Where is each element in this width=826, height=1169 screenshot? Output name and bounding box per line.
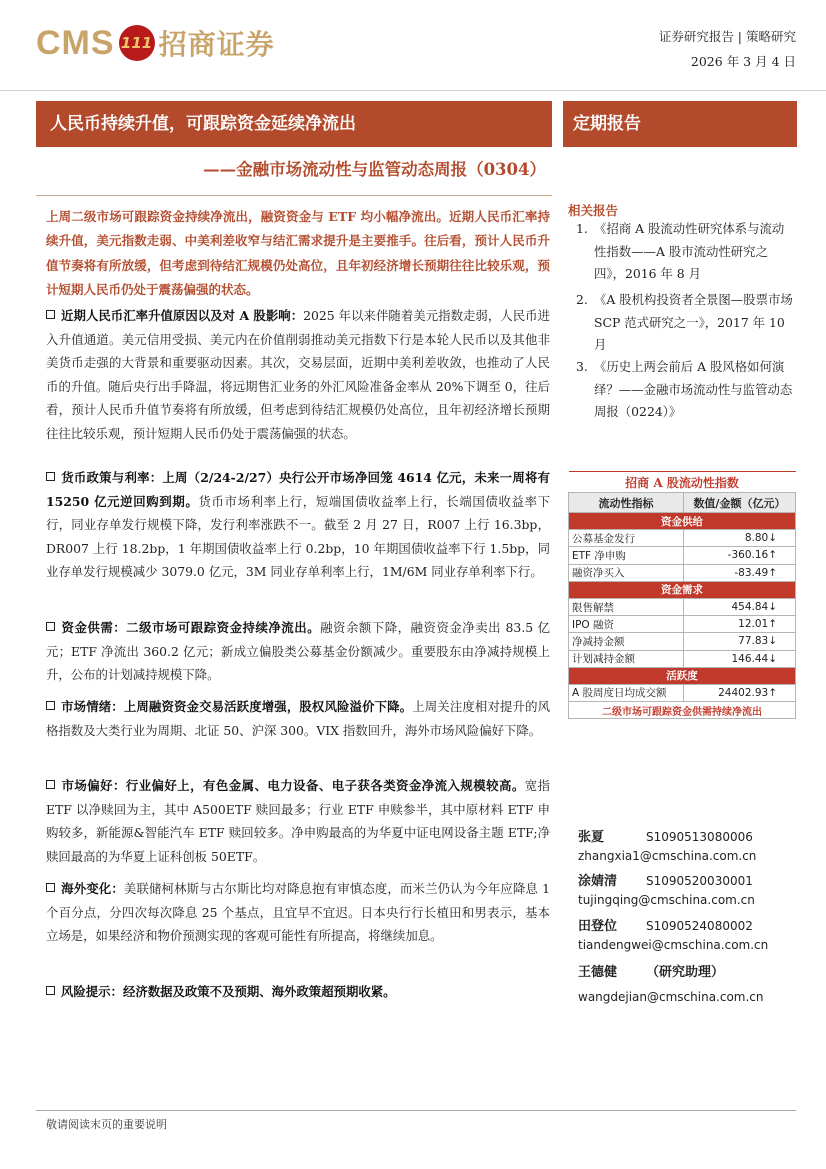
table-row: 公募基金发行 8.80↓: [569, 530, 796, 547]
analyst-entry: [578, 826, 756, 863]
table-group-demand: 资金需求: [569, 581, 796, 598]
liquidity-index-table: [568, 471, 796, 719]
summary-paragraph: 上周二级市场可跟踪资金持续净流出，融资资金与 ETF 均小幅净流出。近期人民币汇率持续升值，美元指数走弱、中美利差收窄与结汇需求提升是主要推手。往后看，预计人民币升值节奏将有所放缓，但考虑到待结汇规模仍处高位，且年初经济增长预期往往比较乐观，预计短期人民币仍处于震荡偏强的状态。: [46, 209, 550, 298]
bullet-box-icon: [46, 986, 55, 995]
analyst-entry: [578, 915, 768, 952]
analyst-role: （研究助理）: [646, 965, 725, 980]
bullet-box-icon: [46, 883, 55, 892]
analyst-email[interactable]: wangdejian@cmschina.com.cn: [578, 990, 764, 1004]
report-type-label: 定期报告: [563, 101, 797, 147]
analyst-name: 王德健: [578, 965, 618, 980]
section-heading: 市场偏好：行业偏好上，有色金属、电力设备、电子获各类资金净流入规模较高。: [61, 778, 525, 793]
analyst-email[interactable]: tiandengwei@cmschina.com.cn: [578, 938, 769, 952]
footer-divider: [36, 1110, 796, 1111]
analyst-entry: [578, 870, 755, 907]
table-footer-note: 二级市场可跟踪资金供需持续净流出: [569, 702, 796, 719]
header-meta: [659, 24, 796, 74]
table-caption: 招商 A 股流动性指数: [569, 472, 796, 493]
bullet-box-icon: [46, 472, 55, 481]
section-sentiment: [46, 695, 550, 742]
analyst-name: 张夏: [578, 830, 605, 845]
bullet-box-icon: [46, 701, 55, 710]
footer-note: 敬请阅读末页的重要说明: [46, 1118, 167, 1131]
table-row: IPO 融资 12.01↑: [569, 616, 796, 633]
related-report-item[interactable]: 2. 《A 股机构投资者全景图—股票市场 SCP 范式研究之一》，2017 年 10 月: [576, 289, 794, 357]
title-divider: [36, 195, 552, 196]
related-report-item[interactable]: 1. 《招商 A 股流动性研究体系与流动性指数——A 股市流动性研究之四》，2016 年 8 月: [576, 218, 794, 286]
analyst-email[interactable]: tujingqing@cmschina.com.cn: [578, 893, 755, 907]
table-row: 净减持金额 77.83↓: [569, 633, 796, 650]
section-body: 货币市场利率上行，短端国债收益率上行，长端国债收益率下行，同业存单发行规模下降，发行利率涨跌不一。截至 2 月 27 日，R007 上行 16.3bp，DR007 上行 18.2bp，1 年期国债收益率上行 0.2bp，10 年期国债收益率下行 1.5bp，同业存单发行规模减少 3079.0 亿元，3M 同业存单利率上行，1M/6M 同业存单利率下行。: [46, 493, 551, 579]
section-supply-demand: [46, 616, 550, 687]
analyst-entry: [578, 961, 764, 1004]
section-body: 2025 年以来伴随着美元指数走弱，人民币进入升值通道。美元信用受损、美元内在价值削弱推动美元指数下行是本轮人民币以及其他非美货币走强的大背景和重要驱动因素。其次，交易层面，近期中美利差收敛，也推动了人民币的升值。随后央行出手降温，将远期售汇业务的外汇风险准备金率从 20%下调至 0，往后看，预计人民币升值节奏将有所放缓，但考虑到待结汇规模仍处高位，且年初经济增长预期往往比较乐观，预计短期人民币仍处于震荡偏强的状态。: [46, 308, 550, 441]
analyst-id: S1090520030001: [646, 874, 753, 888]
report-title: 人民币持续升值，可跟踪资金延续净流出: [36, 101, 552, 147]
related-reports-title: 相关报告: [568, 203, 619, 218]
report-category: 证券研究报告 | 策略研究: [658, 29, 796, 44]
table-group-supply: 资金供给: [569, 513, 796, 530]
analyst-id: S1090513080006: [646, 830, 753, 844]
section-heading: 货币政策与利率：上周（2/24-2/27）央行公开市场净回笼 4614 亿元，未来一周将有 15250 亿元逆回购到期。: [46, 470, 550, 509]
bullet-box-icon: [46, 780, 55, 789]
report-date: 2026 年 3 月 4 日: [690, 54, 796, 69]
analyst-name: 田登位: [578, 919, 618, 934]
table-header-indicator: 流动性指标: [569, 493, 684, 513]
header-divider: [0, 90, 826, 91]
logo-text-en: CMS: [36, 23, 115, 62]
table-row: 融资净买入 -83.49↑: [569, 564, 796, 581]
logo-badge-icon: 111: [119, 25, 155, 61]
section-risk: [46, 980, 550, 1004]
section-overseas: [46, 877, 550, 948]
section-heading: 近期人民币汇率升值原因以及对 A 股影响：: [61, 308, 304, 323]
analyst-email[interactable]: zhangxia1@cmschina.com.cn: [578, 849, 757, 863]
table-row: ETF 净申购 -360.16↑: [569, 547, 796, 564]
table-row: 计划减持金额 146.44↓: [569, 650, 796, 667]
section-preference: [46, 774, 550, 868]
related-report-text: 《招商 A 股流动性研究体系与流动性指数——A 股市流动性研究之四》，2016 年 8 月: [594, 221, 785, 281]
section-rmb: [46, 304, 550, 445]
section-body: 上周关注度相对提升的风格指数及大类行业为周期、北证 50、沪深 300。VIX 指数回升，海外市场风险偏好下降。: [46, 699, 551, 738]
section-heading: 风险提示：经济数据及政策不及预期、海外政策超预期收紧。: [61, 984, 396, 999]
table-group-activity: 活跃度: [569, 667, 796, 684]
section-heading: 资金供需：二级市场可跟踪资金持续净流出。: [61, 620, 321, 635]
section-body: 融资余额下降，融资资金净卖出 83.5 亿元；ETF 净流出 360.2 亿元；新成立偏股类公募基金份额减少。重要股东由净减持规模上升，公布的计划减持规模下降。: [46, 620, 551, 682]
table-row: 限售解禁 454.84↓: [569, 598, 796, 615]
bullet-box-icon: [46, 622, 55, 631]
section-heading: 市场情绪：上周融资资金交易活跃度增强，股权风险溢价下降。: [61, 699, 413, 714]
logo-text-cn: 招商证券: [158, 28, 275, 61]
analyst-id: S1090524080002: [646, 919, 753, 933]
related-report-text: 《A 股机构投资者全景图—股票市场 SCP 范式研究之一》，2017 年 10 月: [594, 292, 793, 352]
table-row: A 股周度日均成交额 24402.93↑: [569, 684, 796, 701]
company-logo: [36, 22, 275, 64]
related-report-text: 《历史上两会前后 A 股风格如何演绎？——金融市场流动性与监管动态周报（0224）》: [594, 359, 793, 419]
report-subtitle: ——金融市场流动性与监管动态周报（0304）: [203, 160, 546, 179]
section-body: 美联储柯林斯与古尔斯比均对降息抱有审慎态度，而米兰仍认为今年应降息 1 个百分点，分四次每次降息 25 个基点，且宜早不宜迟。日本央行行长植田和男表示，基本立场是，如果经济和物价预测实现的客观可能性有所提高，将继续加息。: [46, 881, 550, 943]
section-body: 宽指 ETF 以净赎回为主，其中 A500ETF 赎回最多；行业 ETF 申赎参半，其中原材料 ETF 申购较多，新能源&智能汽车 ETF 赎回较多。净申购最高的为华夏中证电网设备主题 ETF;净赎回最高的为华夏上证科创板 50ETF。: [46, 778, 551, 864]
analyst-name: 涂婧清: [578, 874, 618, 889]
section-monetary: [46, 466, 550, 584]
bullet-box-icon: [46, 310, 55, 319]
table-header-value: 数值/金额（亿元）: [683, 493, 795, 513]
related-report-item[interactable]: 3. 《历史上两会前后 A 股风格如何演绎？——金融市场流动性与监管动态周报（0224）》: [576, 356, 794, 424]
section-heading: 海外变化：: [61, 881, 124, 896]
